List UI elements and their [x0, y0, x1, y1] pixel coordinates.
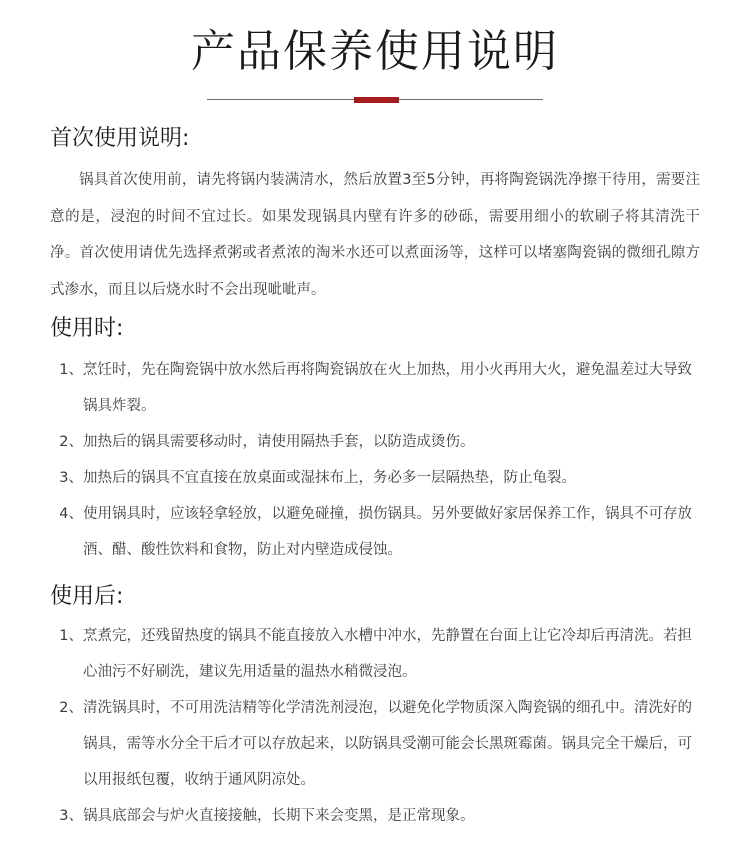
list-item-number: 4、 — [59, 506, 83, 522]
list-item-text: 烹饪时，先在陶瓷锅中放水然后再将陶瓷锅放在火上加热，用小火再用大火，避免温差过大导致锅具炸裂。 — [83, 362, 692, 414]
list-item-text: 清洗锅具时，不可用洗洁精等化学清洗剂浸泡，以避免化学物质深入陶瓷锅的细孔中。清洗好的锅具，需等水分全干后才可以存放起来，以防锅具受潮可能会长黑斑霉菌。锅具完全干燥后，可以用报纸包覆，收纳于通风阴凉处。 — [83, 700, 692, 788]
list-item-number: 2、 — [59, 700, 83, 716]
list-item — [50, 352, 700, 424]
list-item-number: 2、 — [59, 434, 83, 450]
list-item — [50, 690, 700, 798]
list-item-number: 1、 — [59, 362, 83, 378]
title-divider-accent — [354, 97, 399, 103]
section-heading-during-use: 使用时: — [50, 316, 124, 341]
first-use-paragraph: 锅具首次使用前，请先将锅内装满清水，然后放置3至5分钟，再将陶瓷锅洗净擦干待用，需要注意的是，浸泡的时间不宜过长。如果发现锅具内壁有许多的砂砾，需要用细小的软刷子将其清洗干净。首次使用请优先选择煮粥或者煮浓的淘米水还可以煮面汤等，这样可以堵塞陶瓷锅的微细孔隙方式渗水，而且以后烧水时不会出现呲呲声。 — [50, 172, 700, 298]
section-heading-after-use: 使用后: — [50, 584, 124, 609]
list-item — [50, 618, 700, 690]
list-item-text: 烹煮完，还残留热度的锅具不能直接放入水槽中冲水，先静置在台面上让它冷却后再清洗。若担心油污不好刷洗，建议先用适量的温热水稍微浸泡。 — [83, 628, 692, 680]
page-title: 产品保养使用说明 — [191, 26, 559, 77]
list-item — [50, 460, 700, 496]
section-heading-first-use: 首次使用说明: — [50, 126, 190, 151]
list-item — [50, 496, 700, 568]
list-item-number: 1、 — [59, 628, 83, 644]
list-item-number: 3、 — [59, 808, 83, 824]
list-item-text: 使用锅具时，应该轻拿轻放，以避免碰撞，损伤锅具。另外要做好家居保养工作，锅具不可存放酒、醋、酸性饮料和食物，防止对内壁造成侵蚀。 — [83, 506, 692, 558]
list-item-text: 加热后的锅具不宜直接在放桌面或湿抹布上，务必多一层隔热垫，防止龟裂。 — [83, 470, 576, 486]
list-item — [50, 798, 700, 834]
after-use-list — [50, 618, 700, 834]
list-item-text: 加热后的锅具需要移动时，请使用隔热手套，以防造成烫伤。 — [83, 434, 475, 450]
list-item-text: 锅具底部会与炉火直接接触，长期下来会变黑，是正常现象。 — [83, 808, 475, 824]
during-use-list — [50, 352, 700, 568]
list-item — [50, 424, 700, 460]
list-item-number: 3、 — [59, 470, 83, 486]
